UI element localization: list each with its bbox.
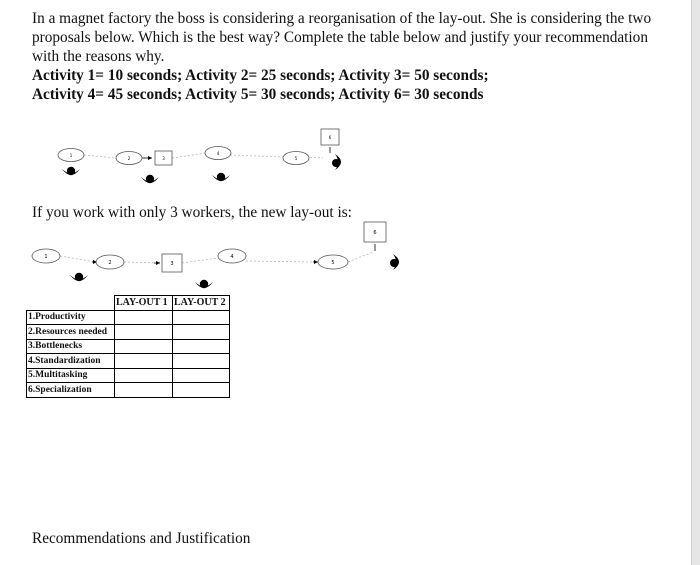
l1-node-6: [321, 129, 339, 153]
comparison-table: [26, 295, 230, 398]
l2-node-6: [364, 222, 386, 251]
l2-node-1: [32, 249, 60, 263]
row-label: 5.Multitasking: [27, 368, 115, 383]
l1-node-3-label: 3: [162, 156, 165, 161]
l1-worker-3-icon: [212, 173, 230, 181]
layout-1-diagram: [58, 129, 341, 183]
l2-node-5: [318, 255, 348, 269]
l2-node-4-label: 4: [230, 254, 234, 260]
cell-layout-1[interactable]: [115, 383, 173, 398]
l2-node-3-label: 3: [170, 261, 174, 267]
cell-layout-2[interactable]: [173, 354, 230, 369]
l2-node-2-label: 2: [108, 260, 112, 266]
table-corner: [27, 296, 115, 311]
cell-layout-1[interactable]: [115, 354, 173, 369]
header-layout-2: LAY-OUT 2: [173, 296, 230, 311]
row-label: 6.Specialization: [27, 383, 115, 398]
recommendations-heading: Recommendations and Justification: [32, 530, 251, 547]
cell-layout-1[interactable]: [115, 325, 173, 340]
l1-node-4-label: 4: [216, 151, 220, 156]
table-row: [27, 325, 230, 340]
cell-layout-2[interactable]: [173, 310, 230, 325]
l1-node-2: [116, 152, 142, 165]
table-row: [27, 310, 230, 325]
l2-worker-2-icon: [195, 280, 213, 288]
row-label: 4.Standardization: [27, 354, 115, 369]
l2-node-4: [218, 249, 246, 263]
header-layout-1: LAY-OUT 1: [115, 296, 173, 311]
l1-worker-4-icon: [332, 154, 341, 170]
table-row: [27, 368, 230, 383]
l1-node-3: [155, 151, 172, 165]
row-label: 1.Productivity: [27, 310, 115, 325]
table-row: [27, 383, 230, 398]
l1-worker-2-icon: [141, 175, 159, 183]
cell-layout-1[interactable]: [115, 310, 173, 325]
l1-worker-1-icon: [62, 167, 80, 175]
l1-node-5: [283, 152, 309, 165]
cell-layout-2[interactable]: [173, 383, 230, 398]
l2-worker-1-icon: [70, 273, 88, 281]
intro-paragraph: In a magnet factory the boss is considering a reorganisation of the lay-out. She is considering the two proposals below. Which is the best way? Complete the table below and justify your recommendation with the reasons why.: [32, 10, 652, 65]
l1-node-6-label: 6: [328, 135, 332, 140]
row-label: 2.Resources needed: [27, 325, 115, 340]
cell-layout-2[interactable]: [173, 325, 230, 340]
activities-line-2: Activity 4= 45 seconds; Activity 5= 30 seconds; Activity 6= 30 seconds: [32, 86, 484, 103]
layout-2-diagram: [32, 222, 399, 288]
cell-layout-1[interactable]: [115, 339, 173, 354]
l1-node-2-label: 2: [127, 156, 131, 161]
table-header-row: [27, 296, 230, 311]
l2-node-2: [96, 255, 124, 269]
l2-worker-3-icon: [390, 254, 399, 270]
activities-line-1: Activity 1= 10 seconds; Activity 2= 25 seconds; Activity 3= 50 seconds;: [32, 67, 489, 84]
l2-node-5-label: 5: [331, 260, 335, 266]
cell-layout-2[interactable]: [173, 339, 230, 354]
l2-node-3: [162, 254, 182, 272]
l1-node-1-label: 1: [69, 153, 73, 158]
l1-node-1: [58, 149, 84, 162]
cell-layout-2[interactable]: [173, 368, 230, 383]
l2-node-1-label: 1: [44, 254, 48, 260]
table-row: [27, 339, 230, 354]
l1-node-5-label: 5: [294, 156, 298, 161]
row-label: 3.Bottlenecks: [27, 339, 115, 354]
l2-node-6-label: 6: [373, 230, 377, 236]
table-row: [27, 354, 230, 369]
l1-node-4: [205, 147, 231, 160]
three-workers-note: If you work with only 3 workers, the new lay-out is:: [32, 204, 352, 221]
cell-layout-1[interactable]: [115, 368, 173, 383]
